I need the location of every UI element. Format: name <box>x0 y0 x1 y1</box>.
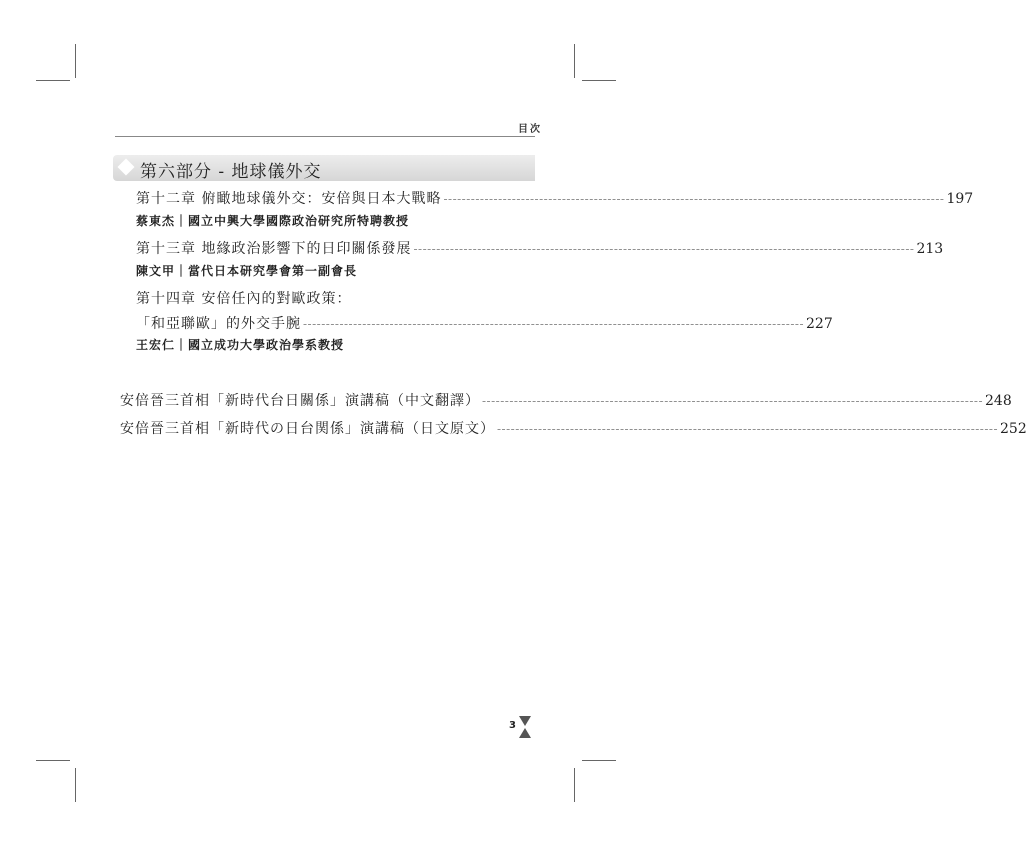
page-ref: 248 <box>985 393 1012 409</box>
appendix-title: 安倍晉三首相「新時代の日台関係」演講稿（日文原文） <box>120 421 495 437</box>
leader-dots: -------------------------------------------------------------------------------------------------------------- <box>443 192 945 206</box>
crop-mark <box>36 80 70 81</box>
header-rule <box>115 136 535 137</box>
toc-entry-appendix-1[interactable] <box>120 390 1012 410</box>
leader-dots: -------------------------------------------------------------------------------------------------------------- <box>303 317 805 331</box>
part-title: 第六部分 - 地球儀外交 <box>140 162 322 182</box>
page-ref: 227 <box>806 316 833 332</box>
chapter-title: 第十二章 俯瞰地球儀外交：安倍與日本大戰略 <box>136 191 442 207</box>
chapter-author: 陳文甲｜當代日本研究學會第一副會長 <box>136 264 358 278</box>
page-ref: 213 <box>916 241 944 257</box>
toc-entry-chapter-13[interactable] <box>136 238 944 258</box>
toc-entry-appendix-2[interactable] <box>120 418 1027 438</box>
chapter-author: 王宏仁｜國立成功大學政治學系教授 <box>136 338 345 352</box>
toc-entry-chapter-14[interactable] <box>136 313 833 333</box>
crop-mark <box>582 80 616 81</box>
chapter-title: 第十四章 安倍任內的對歐政策： <box>136 291 352 307</box>
chapter-title-cont: 「和亞聯歐」的外交手腕 <box>136 316 301 332</box>
page-ref: 197 <box>946 191 974 207</box>
crop-mark <box>574 768 575 802</box>
crop-mark <box>75 768 76 802</box>
crop-mark <box>582 760 616 761</box>
leader-dots: -------------------------------------------------------------------------------------------------------------- <box>497 422 999 436</box>
page-ref: 252 <box>1000 421 1027 437</box>
appendix-title: 安倍晉三首相「新時代台日關係」演講稿（中文翻譯） <box>120 393 480 409</box>
toc-entry-chapter-12[interactable] <box>136 188 974 208</box>
leader-dots: -------------------------------------------------------------------------------------------------------------- <box>413 242 915 256</box>
crop-mark <box>574 44 575 78</box>
crop-mark <box>36 760 70 761</box>
page-number: 3 <box>509 720 516 731</box>
chapter-title: 第十三章 地緣政治影響下的日印關係發展 <box>136 241 412 257</box>
crop-mark <box>75 44 76 78</box>
running-head: 目次 <box>518 124 542 135</box>
leader-dots: -------------------------------------------------------------------------------------------------------------- <box>482 394 984 408</box>
chapter-author: 蔡東杰｜國立中興大學國際政治研究所特聘教授 <box>136 214 410 228</box>
